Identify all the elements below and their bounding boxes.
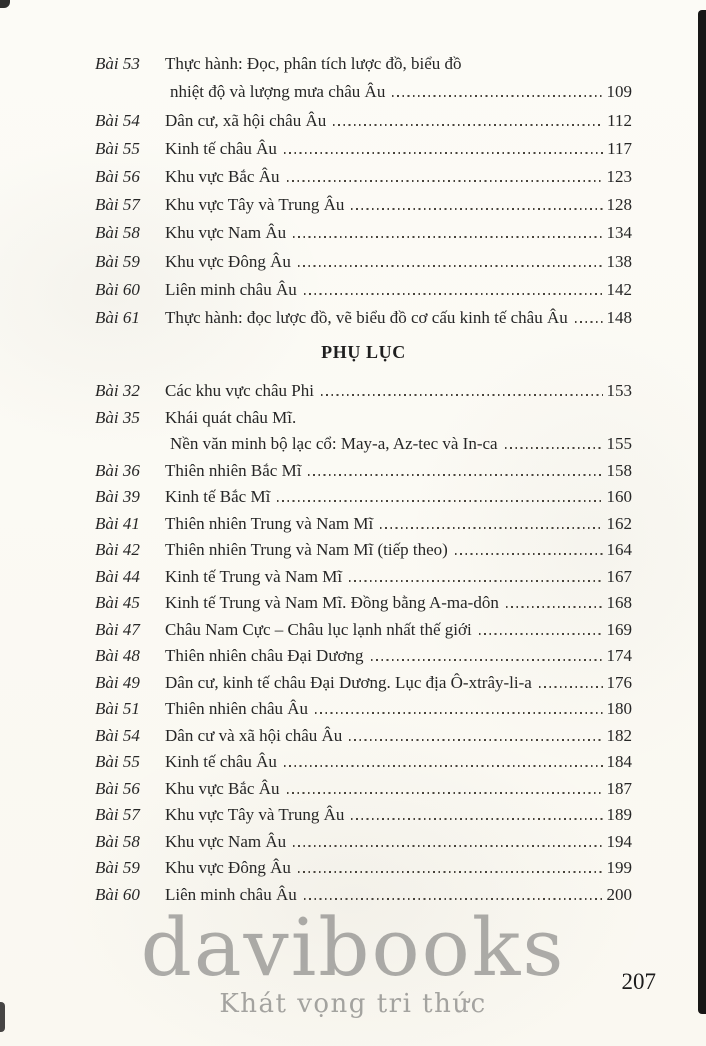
toc-entry-label: Bài 61 — [95, 307, 140, 327]
toc-row — [95, 852, 632, 879]
toc-entry-page: 160 — [606, 487, 632, 507]
toc-entry-title: Khái quát châu Mĩ. — [165, 407, 297, 427]
dotted-leader — [298, 265, 603, 267]
toc-entry — [95, 454, 632, 481]
toc-entry — [95, 46, 632, 102]
toc-entry-title: Khu vực Bắc Âu — [165, 778, 280, 798]
dotted-leader — [539, 686, 603, 688]
toc-row — [95, 878, 632, 905]
dotted-leader — [575, 321, 603, 323]
watermark-slogan: Khát vọng tri thức — [219, 989, 487, 1019]
toc-entry-title: Thiên nhiên châu Âu — [165, 699, 309, 719]
toc-entry — [95, 131, 632, 159]
toc-entry-page: 128 — [606, 195, 632, 215]
toc-entry-page: 199 — [606, 858, 632, 878]
toc-row — [95, 587, 632, 614]
toc-entry-label: Bài 57 — [95, 195, 140, 215]
toc-entry-title: Thiên nhiên Trung và Nam Mĩ (tiếp theo) — [165, 540, 448, 560]
toc-entry-label: Bài 35 — [95, 407, 140, 427]
toc-entry-label: Bài 51 — [95, 699, 140, 719]
toc-row — [95, 102, 632, 130]
toc-entry-label: Bài 58 — [95, 223, 140, 243]
dotted-leader — [380, 527, 602, 529]
toc-entry-page: 162 — [606, 513, 632, 533]
toc-entry — [95, 300, 632, 328]
toc-entry-page: 158 — [606, 460, 632, 480]
toc-row — [95, 187, 632, 215]
toc-row — [95, 560, 632, 587]
dotted-leader — [506, 606, 603, 608]
page-number: 207 — [621, 969, 656, 994]
toc-entry-page: 169 — [606, 619, 632, 639]
toc-entry-page: 194 — [606, 831, 632, 851]
toc-entry-label: Bài 45 — [95, 593, 140, 613]
toc-entry-title: Liên minh châu Âu — [165, 279, 297, 299]
toc-entry-title: Khu vực Nam Âu — [165, 831, 287, 851]
toc-row — [95, 746, 632, 773]
toc-row — [95, 272, 632, 300]
toc-entry-title: Khu vực Đông Âu — [165, 251, 291, 271]
toc-entry-title: Khu vực Đông Âu — [165, 858, 291, 878]
dotted-leader — [277, 500, 602, 502]
toc-entry-title: Nền văn minh bộ lạc cổ: May-a, Az-tec và In-ca — [170, 434, 498, 454]
toc-entry-title: Khu vực Nam Âu — [165, 223, 287, 243]
toc-entry — [95, 613, 632, 640]
dotted-leader — [505, 447, 603, 449]
toc-row — [95, 772, 632, 799]
toc-entry-label: Bài 59 — [95, 251, 140, 271]
toc-entry — [95, 534, 632, 561]
toc-entry-label: Bài 47 — [95, 619, 140, 639]
toc-entry — [95, 102, 632, 130]
dotted-leader — [455, 553, 603, 555]
watermark — [0, 901, 706, 1019]
toc-entry-page: 168 — [606, 593, 632, 613]
toc-entry-title: Thực hành: đọc lược đồ, vẽ biểu đồ cơ cấu kinh tế châu Âu — [165, 307, 568, 327]
toc-entry-title: Thiên nhiên châu Đại Dương — [165, 646, 364, 666]
toc-entry — [95, 799, 632, 826]
toc-entry-title: nhiệt độ và lượng mưa châu Âu — [170, 82, 386, 102]
dotted-leader — [304, 898, 603, 900]
toc-entry-label: Bài 49 — [95, 672, 140, 692]
dotted-leader — [298, 871, 603, 873]
toc-entry-page: 180 — [606, 699, 632, 719]
toc-entry-label: Bài 56 — [95, 778, 140, 798]
scan-artifact-bottom-left — [0, 1002, 5, 1032]
toc-entry — [95, 878, 632, 905]
toc-entry-title: Khu vực Tây và Trung Âu — [165, 805, 345, 825]
toc-entry-page: 184 — [606, 752, 632, 772]
dotted-leader — [287, 792, 603, 794]
dotted-leader — [349, 739, 602, 741]
toc-row — [95, 300, 632, 328]
toc-entry-title: Liên minh châu Âu — [165, 884, 297, 904]
toc-row — [95, 507, 632, 534]
dotted-leader — [293, 845, 602, 847]
dotted-leader — [371, 659, 603, 661]
toc-entry-title: Dân cư và xã hội châu Âu — [165, 725, 343, 745]
toc-entry-title: Châu Nam Cực – Châu lục lạnh nhất thế giới — [165, 619, 472, 639]
toc-entry — [95, 481, 632, 508]
toc-entry-label: Bài 57 — [95, 805, 140, 825]
toc-section-appendix — [95, 375, 632, 905]
toc-entry-page: 182 — [606, 725, 632, 745]
toc-entry — [95, 852, 632, 879]
toc-entry-page: 134 — [606, 223, 632, 243]
toc-entry-label: Bài 59 — [95, 858, 140, 878]
toc-entry — [95, 640, 632, 667]
toc-entry — [95, 719, 632, 746]
toc-row — [95, 131, 632, 159]
toc-entry-title: Kinh tế châu Âu — [165, 138, 277, 158]
toc-entry-title: Khu vực Tây và Trung Âu — [165, 195, 345, 215]
dotted-leader — [308, 474, 602, 476]
toc-entry — [95, 243, 632, 271]
toc-row — [95, 454, 632, 481]
dotted-leader — [349, 580, 602, 582]
toc-entry — [95, 693, 632, 720]
toc-row — [95, 159, 632, 187]
toc-entry-page: 138 — [606, 251, 632, 271]
toc-row — [95, 428, 632, 455]
toc-entry-title: Thực hành: Đọc, phân tích lược đồ, biểu đồ — [165, 54, 462, 74]
toc-entry-title: Dân cư, kinh tế châu Đại Dương. Lục địa Ô-xtrây-li-a — [165, 672, 532, 692]
toc-entry — [95, 507, 632, 534]
toc-row — [95, 215, 632, 243]
toc-row — [95, 799, 632, 826]
toc-entry-page: 117 — [607, 138, 632, 158]
toc-row — [95, 534, 632, 561]
toc-entry-title: Dân cư, xã hội châu Âu — [165, 110, 327, 130]
toc-entry — [95, 401, 632, 454]
toc-row — [95, 481, 632, 508]
toc-entry-page: 174 — [606, 646, 632, 666]
toc-entry-label: Bài 55 — [95, 752, 140, 772]
toc-entry-page: 142 — [606, 279, 632, 299]
dotted-leader — [284, 152, 603, 154]
toc-entry — [95, 746, 632, 773]
toc-row — [95, 375, 632, 402]
watermark-brand: davibooks — [140, 901, 566, 994]
dotted-leader — [321, 394, 603, 396]
toc-entry — [95, 159, 632, 187]
toc-row — [95, 613, 632, 640]
toc-entry-page: 148 — [606, 307, 632, 327]
toc-row — [95, 719, 632, 746]
toc-entry-label: Bài 41 — [95, 513, 140, 533]
toc-entry-title: Kinh tế Trung và Nam Mĩ — [165, 566, 343, 586]
dotted-leader — [392, 95, 602, 97]
toc-entry — [95, 825, 632, 852]
dotted-leader — [333, 124, 603, 126]
toc-entry-page: 189 — [606, 805, 632, 825]
toc-entry-label: Bài 54 — [95, 110, 140, 130]
toc-entry-title: Kinh tế châu Âu — [165, 752, 277, 772]
toc-row — [95, 46, 632, 74]
toc-entry-title: Thiên nhiên Trung và Nam Mĩ — [165, 513, 374, 533]
dotted-leader — [351, 208, 602, 210]
toc-entry-label: Bài 36 — [95, 460, 140, 480]
toc-entry-page: 164 — [606, 540, 632, 560]
toc-entry-page: 187 — [606, 778, 632, 798]
toc-entry-label: Bài 53 — [95, 54, 140, 74]
toc-entry-title: Khu vực Bắc Âu — [165, 166, 280, 186]
toc-entry-page: 200 — [606, 884, 632, 904]
dotted-leader — [351, 818, 602, 820]
scan-artifact-right-bar — [698, 10, 706, 1014]
toc-entry-label: Bài 54 — [95, 725, 140, 745]
toc-entry-page: 167 — [606, 566, 632, 586]
toc-row — [95, 74, 632, 102]
toc-entry-title: Kinh tế Trung và Nam Mĩ. Đồng bằng A-ma-dôn — [165, 593, 499, 613]
toc-entry-title: Thiên nhiên Bắc Mĩ — [165, 460, 302, 480]
toc-entry-page: 109 — [606, 82, 632, 102]
toc-section-main — [95, 46, 632, 328]
toc-entry — [95, 772, 632, 799]
dotted-leader — [479, 633, 603, 635]
toc-row — [95, 666, 632, 693]
toc-entry — [95, 215, 632, 243]
toc-entry-title: Các khu vực châu Phi — [165, 381, 314, 401]
toc-entry-page: 176 — [606, 672, 632, 692]
toc-row — [95, 825, 632, 852]
toc-entry-title: Kinh tế Bắc Mĩ — [165, 487, 271, 507]
dotted-leader — [304, 293, 603, 295]
toc-entry-label: Bài 42 — [95, 540, 140, 560]
dotted-leader — [315, 712, 602, 714]
toc-entry — [95, 560, 632, 587]
toc-entry — [95, 587, 632, 614]
toc-entry-label: Bài 60 — [95, 279, 140, 299]
toc-row — [95, 640, 632, 667]
dotted-leader — [293, 236, 602, 238]
toc-entry-label: Bài 44 — [95, 566, 140, 586]
appendix-title: PHỤ LỤC — [321, 341, 406, 362]
toc-row — [95, 243, 632, 271]
dotted-leader — [287, 180, 603, 182]
toc-entry-label: Bài 32 — [95, 381, 140, 401]
toc-entry-label: Bài 60 — [95, 884, 140, 904]
toc-row — [95, 401, 632, 428]
toc-entry-label: Bài 55 — [95, 138, 140, 158]
toc-entry-page: 123 — [606, 166, 632, 186]
toc-entry-label: Bài 48 — [95, 646, 140, 666]
dotted-leader — [284, 765, 603, 767]
toc-entry — [95, 375, 632, 402]
toc-entry — [95, 272, 632, 300]
toc-entry-page: 155 — [606, 434, 632, 454]
toc-entry-label: Bài 58 — [95, 831, 140, 851]
toc-entry — [95, 666, 632, 693]
toc-row — [95, 693, 632, 720]
toc-entry-label: Bài 56 — [95, 166, 140, 186]
toc-entry-page: 112 — [607, 110, 632, 130]
toc-entry-label: Bài 39 — [95, 487, 140, 507]
toc-entry — [95, 187, 632, 215]
toc-entry-page: 153 — [606, 381, 632, 401]
